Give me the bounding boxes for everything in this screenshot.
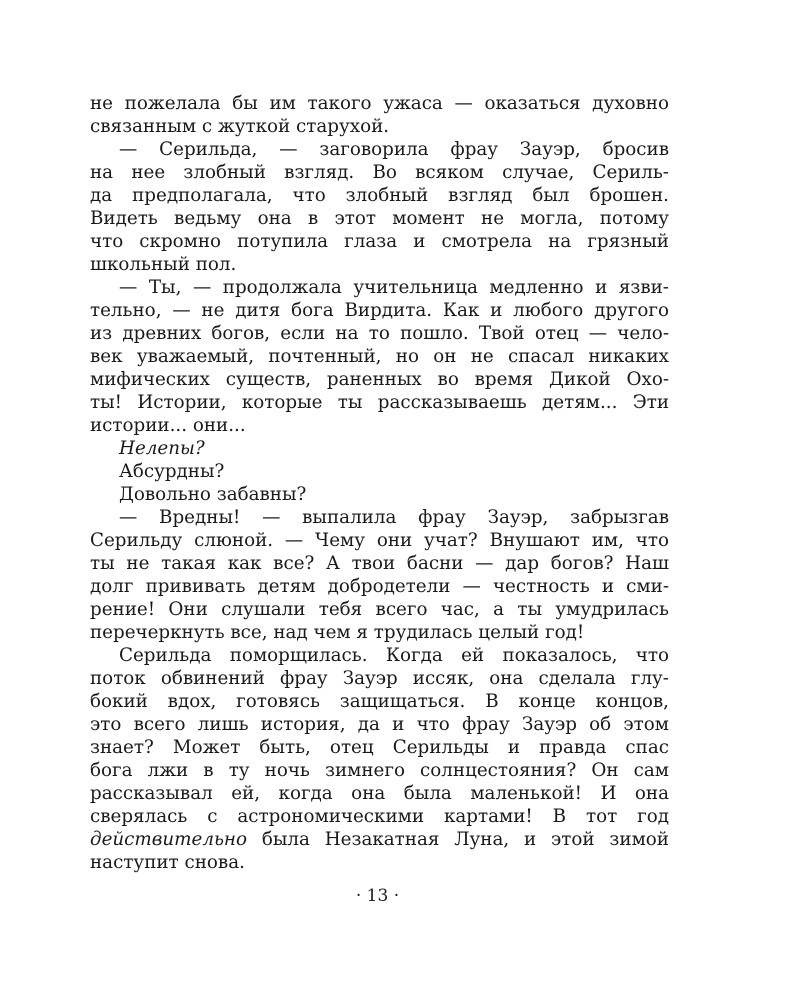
text-line: связанным с жуткой старухой.: [90, 116, 390, 137]
text-line: тельно, — не дитя бога Вирдита. Как и любого другого: [90, 300, 669, 321]
text-line: — Вредны! — выпалила фрау Зауэр, забрызгав: [119, 507, 669, 528]
text-line: ты! Истории, которые ты рассказываешь детям... Эти: [90, 392, 669, 413]
text-line: истории... они...: [90, 415, 246, 436]
text-line: долг прививать детям добродетели — честность и сми-: [90, 576, 669, 597]
text-line: действительно была Незакатная Луна, и этой зимой: [90, 829, 669, 850]
text-line: что скромно потупила глаза и смотрела на грязный: [90, 231, 669, 252]
text-line: мифических существ, раненных во время Дикой Охо-: [90, 369, 669, 390]
text-line: знает? Может быть, отец Серильды и правда спас: [90, 737, 669, 758]
text-line: рение! Они слушали тебя всего час, а ты умудрилась: [90, 599, 669, 620]
text-line: — Серильда, — заговорила фрау Зауэр, бросив: [119, 139, 669, 160]
text-line: Абсурдны?: [119, 461, 225, 482]
body-text: [90, 92, 669, 874]
text-line: из древних богов, если на то пошло. Твой отец — чело-: [90, 323, 669, 344]
text-line: сверялась с астрономическими картами! В тот год: [90, 806, 669, 827]
text-line: Серильду слюной. — Чему они учат? Внушают им, что: [90, 530, 669, 551]
text-line: поток обвинений фрау Зауэр иссяк, она сделала глу-: [90, 668, 669, 689]
text-line: век уважаемый, почтенный, но он не спасал никаких: [90, 346, 669, 367]
text-line: бога лжи в ту ночь зимнего солнцестояния? Он сам: [90, 760, 669, 781]
text-line: ты не такая как все? А твои басни — дар богов? Наш: [90, 553, 669, 574]
page-number: · 13 ·: [355, 886, 400, 906]
text-line: Довольно забавны?: [119, 484, 307, 505]
italic-word: действительно: [90, 829, 247, 850]
text-line: да предполагала, что злобный взгляд был брошен.: [90, 185, 669, 206]
text-line: — Ты, — продолжала учительница медленно и язви-: [119, 277, 669, 298]
text-line: это всего лишь история, да и что фрау Зауэр об этом: [90, 714, 669, 735]
text-line: на нее злобный взгляд. Во всяком случае, Сериль-: [90, 162, 669, 183]
text-line: перечеркнуть все, над чем я трудилась целый год!: [90, 622, 585, 643]
text-line: школьный пол.: [90, 254, 237, 275]
text-line: бокий вдох, готовясь защищаться. В конце концов,: [90, 691, 669, 712]
text-line: Видеть ведьму она в этот момент не могла, потому: [90, 208, 669, 229]
text-line: рассказывал ей, когда она была маленькой! И она: [90, 783, 669, 804]
text-line: Серильда поморщилась. Когда ей показалось, что: [119, 645, 669, 666]
text-line: наступит снова.: [90, 852, 245, 873]
text-line: Нелепы?: [119, 438, 205, 459]
text-line: не пожелала бы им такого ужаса — оказаться духовно: [90, 93, 669, 114]
